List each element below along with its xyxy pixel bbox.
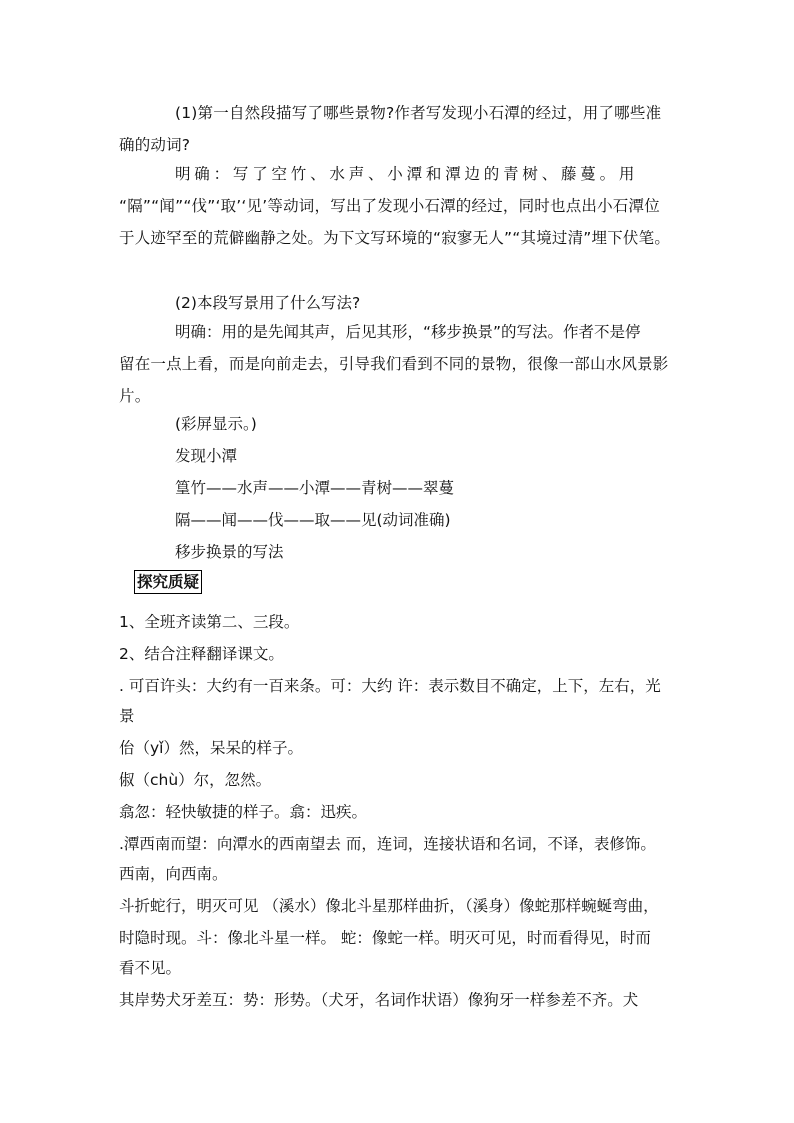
note-1-line-1: . 可百许头：大约有一百来条。可：大约 许：表示数目不确定，上下，左右，光 bbox=[119, 677, 661, 695]
summary-line-3: 隔——闻——伐——取——见(动词准确) bbox=[175, 511, 451, 529]
note-3: 俶（chù）尔，忽然。 bbox=[119, 771, 272, 789]
answer-1-line-1: 明确：写了空竹、水声、小潭和潭边的青树、藤蔓。用 bbox=[175, 165, 639, 183]
question-1: (1)第一自然段描写了哪些景物?作者写发现小石潭的经过，用了哪些准确的动词? bbox=[119, 104, 662, 154]
list-item-2: 2、结合注释翻译课文。 bbox=[119, 645, 284, 663]
note-4: 翕忽：轻快敏捷的样子。翕：迅疾。 bbox=[119, 803, 368, 821]
note-6-line-3: 看不见。 bbox=[119, 959, 182, 977]
question-2: (2)本段写景用了什么写法? bbox=[175, 294, 361, 312]
note-5-line-2: 西南，向西南。 bbox=[119, 865, 228, 883]
note-6-line-2: 时隐时现。斗：像北斗星一样。 蛇：像蛇一样。明灭可见，时而看得见，时而 bbox=[119, 929, 651, 947]
note-6-line-1: 斗折蛇行，明灭可见 （溪水）像北斗星那样曲折，（溪身）像蛇那样蜿蜒弯曲， bbox=[119, 897, 659, 915]
answer-2-line-1: 明确：用的是先闻其声，后见其形，“移步换景”的写法。作者不是停 bbox=[175, 323, 641, 341]
note-2: 佁（yǐ）然，呆呆的样子。 bbox=[119, 739, 303, 757]
answer-2-body: 留在一点上看，而是向前走去，引导我们看到不同的景物，很像一部山水风景影片。 bbox=[119, 355, 669, 405]
answer-1-body: “隔”“闻”“伐”‘取’‘见’等动词，写出了发现小石潭的经过，同时也点出小石潭位于人迹罕至的荒僻幽静之处。为下文写环境的“寂寥无人”“其境过清”埋下伏笔。 bbox=[119, 197, 671, 247]
note-1-line-2: 景 bbox=[119, 707, 135, 725]
summary-line-1: 发现小潭 bbox=[175, 447, 238, 465]
display-note: (彩屏显示。) bbox=[175, 415, 257, 433]
summary-line-2: 篁竹——水声——小潭——青树——翠蔓 bbox=[175, 479, 455, 497]
list-item-1: 1、全班齐读第二、三段。 bbox=[119, 613, 300, 631]
section-heading: 探究质疑 bbox=[134, 570, 202, 594]
summary-line-4: 移步换景的写法 bbox=[175, 543, 284, 561]
note-5-line-1: .潭西南而望：向潭水的西南望去 而，连词，连接状语和名词，不译，表修饰。 bbox=[119, 835, 656, 853]
note-7: 其岸势犬牙差互：势：形势。（犬牙，名词作状语）像狗牙一样参差不齐。犬 bbox=[119, 991, 639, 1009]
